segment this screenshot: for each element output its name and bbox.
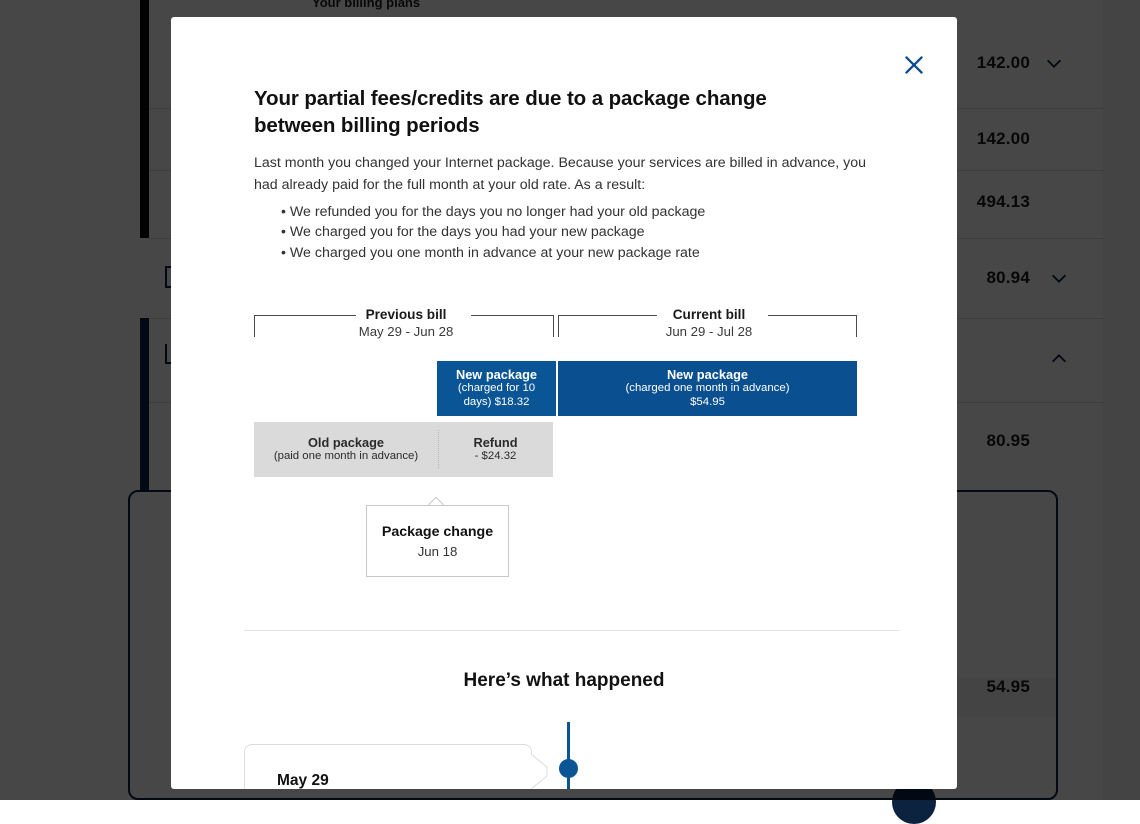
bar-new-package-advance (558, 361, 857, 416)
old-package-refund-divider (438, 430, 439, 469)
list-item: • We charged you one month in advance at your new package rate (281, 244, 881, 262)
list-item: • We charged you for the days you had your new package (281, 223, 881, 241)
timeline-axis (567, 722, 570, 789)
bar-sub-line1: - $24.32 (473, 450, 517, 464)
timeline-event-date: May 29 (277, 772, 329, 789)
period-name: Current bill (609, 307, 809, 324)
bar-title: New package (625, 367, 789, 383)
close-icon[interactable] (897, 48, 931, 82)
timeline-event-dot (559, 759, 578, 778)
package-change-callout (366, 505, 509, 577)
modal-title: Your partial fees/credits are due to a package change between billing periods (254, 86, 799, 139)
bar-sub-line2: days) $18.32 (456, 396, 537, 410)
bar-title: New package (456, 367, 537, 383)
billing-period-diagram (254, 289, 884, 579)
bar-title: Refund (473, 435, 517, 451)
current-bill-label (609, 307, 809, 340)
bar-new-package-partial (437, 361, 556, 416)
previous-bill-label (306, 307, 506, 340)
bar-old-package (254, 422, 438, 477)
section-heading: Here’s what happened (171, 670, 957, 692)
bar-sub-line2: $54.95 (625, 396, 789, 410)
bar-sub-line1: (paid one month in advance) (274, 450, 418, 464)
bar-sub-line1: (charged one month in advance) (625, 382, 789, 396)
timeline-bubble-pointer (531, 754, 553, 789)
modal-bullet-list (281, 203, 881, 264)
period-name: Previous bill (306, 307, 506, 324)
package-change-explanation-modal (171, 17, 957, 789)
bar-sub-line1: (charged for 10 (456, 382, 537, 396)
period-range: May 29 - Jun 28 (306, 324, 506, 341)
timeline-event-bubble[interactable] (244, 744, 532, 789)
callout-date: Jun 18 (418, 544, 458, 559)
period-range: Jun 29 - Jul 28 (609, 324, 809, 341)
bar-refund (438, 422, 553, 477)
modal-divider (244, 630, 899, 631)
modal-paragraph: Last month you changed your Internet package. Because your services are billed in advance, you had already paid for the full month at your old rate. As a result: (254, 153, 879, 196)
list-item: • We refunded you for the days you no longer had your old package (281, 203, 881, 221)
callout-title: Package change (382, 524, 493, 540)
bar-title: Old package (274, 435, 418, 451)
